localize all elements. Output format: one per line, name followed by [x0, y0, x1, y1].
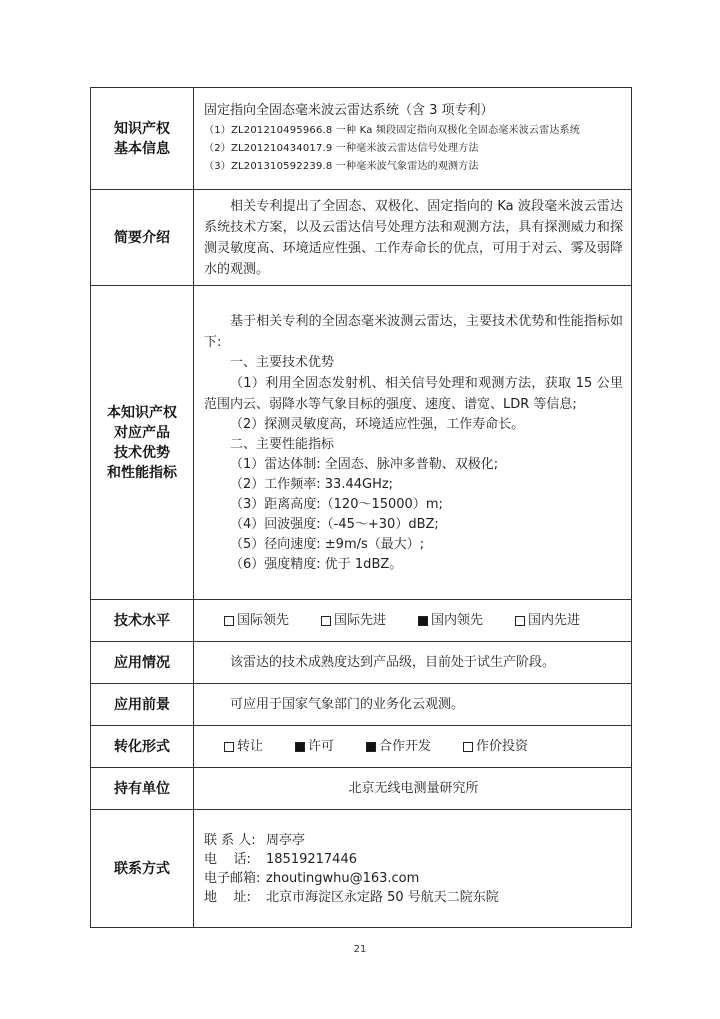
info-table: [90, 87, 632, 928]
row-product: [91, 286, 632, 600]
checkbox-checked[interactable]: [295, 742, 305, 752]
ip-title: 固定指向全固态毫米波云雷达系统（含 3 项专利）: [204, 103, 494, 118]
option-investment[interactable]: 作价投资: [463, 737, 528, 756]
row-holder: [91, 768, 632, 810]
patent-item: （1）ZL201210495966.8 一种 Ka 频段固定指向双极化全固态毫米波云雷达系统: [204, 125, 580, 136]
row-intro: [91, 190, 632, 286]
product-content: [194, 286, 632, 600]
patent-item: （2）ZL201210434017.9 一种毫米波云雷达信号处理方法: [204, 143, 479, 154]
contact-person: 联 系 人: 周亭亭: [204, 832, 306, 848]
checkbox-checked[interactable]: [418, 616, 428, 626]
application-content: [194, 642, 632, 684]
checkbox-checked[interactable]: [366, 742, 376, 752]
label-intro: 简要介绍: [91, 190, 194, 286]
row-application: [91, 642, 632, 684]
label-transfer: 转化形式: [91, 726, 194, 768]
row-prospect: [91, 684, 632, 726]
label-contact: 联系方式: [91, 810, 194, 928]
label-product: 本知识产权 对应产品 技术优势 和性能指标: [91, 286, 194, 600]
option-intl-advanced[interactable]: 国际先进: [321, 611, 386, 630]
holder-name: 北京无线电测量研究所: [348, 781, 479, 796]
contact-phone: 电 话: 18519217446: [204, 851, 357, 867]
checkbox[interactable]: [463, 742, 473, 752]
tech-level-content: [194, 600, 632, 642]
tech-level-options: [204, 611, 623, 630]
label-application: 应用情况: [91, 642, 194, 684]
contact-address: 地 址: 北京市海淀区永定路 50 号航天二院东院: [204, 889, 499, 905]
intro-text: 相关专利提出了全固态、双极化、固定指向的 Ka 波段毫米波云雷达系统技术方案，以及云雷达信号处理方法和观测方法，具有探测威力和探测灵敏度高、环境适应性强、工作寿命长的优点，可用于对云、雾及弱降水的观测。: [204, 198, 623, 277]
intro-content: [194, 190, 632, 286]
prospect-content: [194, 684, 632, 726]
checkbox[interactable]: [515, 616, 525, 626]
option-domestic-advanced[interactable]: 国内先进: [515, 611, 580, 630]
prospect-text: 可应用于国家气象部门的业务化云观测。: [230, 697, 465, 712]
contact-email: 电子邮箱: zhoutingwhu@163.com: [204, 870, 420, 886]
option-license[interactable]: 许可: [295, 737, 334, 756]
row-contact: [91, 810, 632, 928]
row-transfer: [91, 726, 632, 768]
checkbox[interactable]: [321, 616, 331, 626]
section-specs: 二、主要性能指标: [230, 436, 335, 452]
option-cooperation[interactable]: 合作开发: [366, 737, 431, 756]
patent-item: （3）ZL201310592239.8 一种毫米波气象雷达的观测方法: [204, 161, 479, 172]
transfer-options: [204, 737, 623, 756]
application-text: 该雷达的技术成熟度达到产品级，目前处于试生产阶段。: [230, 655, 556, 670]
product-intro: 基于相关专利的全固态毫米波测云雷达，主要技术优势和性能指标如下:: [204, 313, 623, 350]
spec-item: （2）工作频率: 33.44GHz;: [230, 476, 394, 492]
label-ip-info: 知识产权 基本信息: [91, 88, 194, 190]
checkbox[interactable]: [224, 616, 234, 626]
section-advantages: 一、主要技术优势: [230, 354, 335, 370]
page-number: 21: [353, 944, 367, 955]
spec-item: （6）强度精度: 优于 1dBZ。: [230, 556, 403, 572]
row-ip-info: [91, 88, 632, 190]
checkbox[interactable]: [224, 742, 234, 752]
label-tech-level: 技术水平: [91, 600, 194, 642]
option-intl-leading[interactable]: 国际领先: [224, 611, 289, 630]
spec-item: （1）雷达体制: 全固态、脉冲多普勒、双极化;: [230, 456, 499, 472]
advantage-item: （1）利用全固态发射机、相关信号处理和观测方法，获取 15 公里范围内云、弱降水等气象目标的强度、速度、谱宽、LDR 等信息;: [204, 375, 623, 412]
holder-content: [194, 768, 632, 810]
spec-item: （5）径向速度: ±9m/s（最大）;: [230, 536, 425, 552]
ip-info-content: [194, 88, 632, 190]
spec-item: （3）距离高度:（120～15000）m;: [230, 496, 443, 512]
label-prospect: 应用前景: [91, 684, 194, 726]
transfer-content: [194, 726, 632, 768]
option-domestic-leading[interactable]: 国内领先: [418, 611, 483, 630]
contact-content: [194, 810, 632, 928]
option-transfer[interactable]: 转让: [224, 737, 263, 756]
advantage-item: （2）探测灵敏度高，环境适应性强，工作寿命长。: [230, 416, 525, 432]
spec-item: （4）回波强度:（-45～+30）dBZ;: [230, 516, 439, 532]
label-holder: 持有单位: [91, 768, 194, 810]
row-tech-level: [91, 600, 632, 642]
